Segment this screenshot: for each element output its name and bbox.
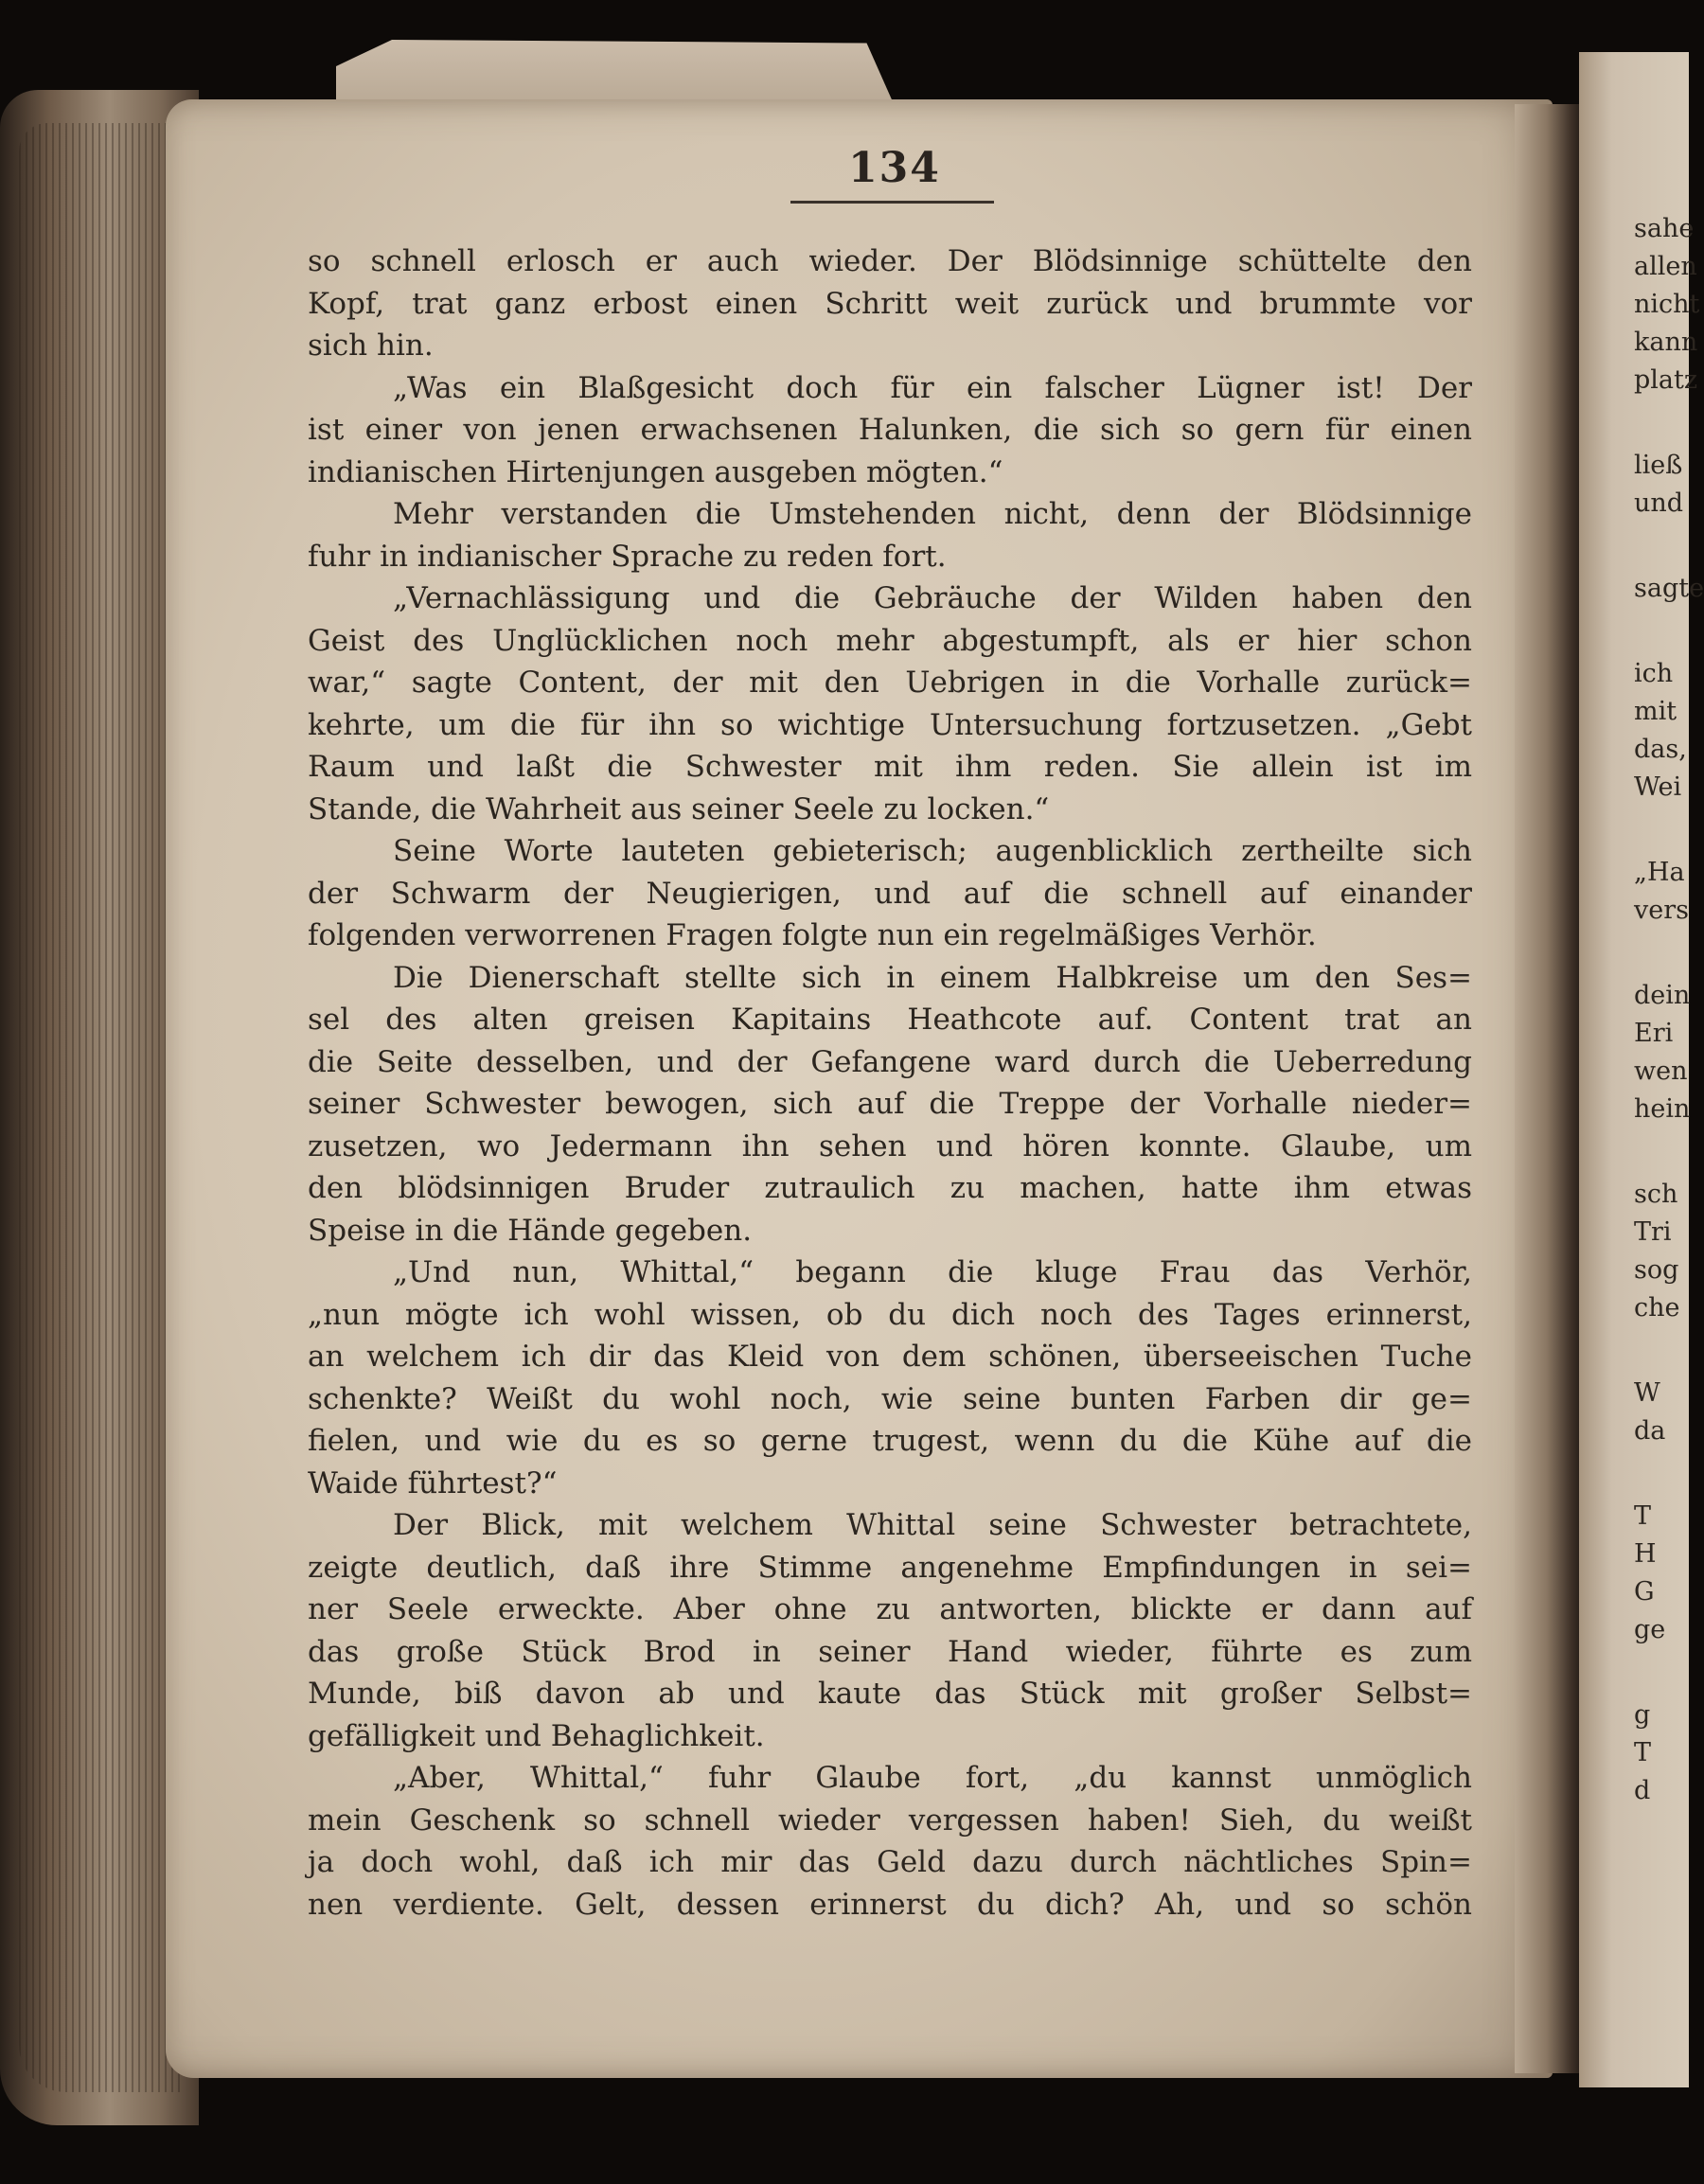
text-line: folgenden verworrenen Fragen folgte nun ein regelmäßiges Verhör. [308, 918, 1317, 952]
right-page-fragment: g [1634, 1700, 1651, 1730]
right-page-fragment: G [1634, 1577, 1655, 1607]
text-line: der Schwarm der Neugierigen, und auf die schnell auf einander [308, 876, 1472, 911]
page-number-rule [790, 201, 994, 204]
right-page-fragment: ich [1634, 659, 1674, 688]
text-line: Kopf, trat ganz erbost einen Schritt weit zurück und brummte vor [308, 286, 1472, 321]
right-page-fragment: und [1634, 488, 1684, 518]
text-line: sich hin. [308, 328, 434, 363]
text-line: zusetzen, wo Jedermann ihn sehen und hören konnte. Glaube, um [308, 1128, 1472, 1163]
right-page-fragment: kann [1634, 328, 1698, 357]
right-page-fragment: che [1634, 1293, 1680, 1323]
text-line: Raum und laßt die Schwester mit ihm reden. Sie allein ist im [308, 750, 1472, 784]
page-number: 134 [848, 144, 941, 192]
text-line: nen verdiente. Gelt, dessen erinnerst du dich? Ah, und so schön [308, 1887, 1472, 1922]
right-page-fragment: „Ha [1634, 858, 1685, 887]
text-line: „Aber, Whittal,“ fuhr Glaube fort, „du kannst unmöglich [393, 1761, 1472, 1795]
right-page-fragment: das, [1634, 735, 1687, 764]
text-line: an welchem ich dir das Kleid von dem schönen, überseeischen Tuche [308, 1340, 1472, 1374]
text-line: Speise in die Hände gegeben. [308, 1213, 753, 1248]
text-line: Waide führtest?“ [308, 1465, 558, 1500]
text-line: Seine Worte lauteten gebieterisch; augenblicklich zertheilte sich [393, 834, 1472, 868]
text-line: ner Seele erweckte. Aber ohne zu antworten, blickte er dann auf [308, 1592, 1472, 1626]
text-line: seiner Schwester bewogen, sich auf die Treppe der Vorhalle nieder= [308, 1087, 1472, 1121]
text-line: zeigte deutlich, daß ihre Stimme angenehme Empfindungen in sei= [308, 1550, 1472, 1585]
right-page-fragment: hein [1634, 1094, 1691, 1124]
text-line: „nun mögte ich wohl wissen, ob du dich noch des Tages erinnerst, [308, 1297, 1472, 1332]
right-page-text-fragments [1634, 214, 1704, 1823]
right-page-fragment: Eri [1634, 1019, 1674, 1048]
book-gutter [1515, 104, 1586, 2073]
right-page-fragment: platz [1634, 365, 1698, 395]
text-line: ist einer von jenen erwachsenen Halunken, die sich so gern für einen [308, 413, 1472, 447]
text-line: sel des alten greisen Kapitains Heathcote auf. Content trat an [308, 1003, 1472, 1037]
text-line: „Was ein Blaßgesicht doch für ein falscher Lügner ist! Der [393, 370, 1472, 405]
right-page-fragment: ge [1634, 1615, 1666, 1644]
text-line: „Vernachlässigung und die Gebräuche der Wilden haben den [393, 581, 1472, 615]
right-page-fragment: Tri [1634, 1217, 1672, 1247]
text-line: fuhr in indianischer Sprache zu reden fort. [308, 539, 947, 574]
right-page-fragment: sch [1634, 1180, 1678, 1209]
text-line: fielen, und wie du es so gerne trugest, wenn du die Kühe auf die [308, 1424, 1472, 1458]
text-line: Der Blick, mit welchem Whittal seine Schwester betrachtete, [393, 1508, 1472, 1542]
text-line: mein Geschenk so schnell wieder vergessen haben! Sieh, du weißt [308, 1802, 1472, 1838]
right-page-fragment: ließ [1634, 451, 1683, 480]
text-line: das große Stück Brod in seiner Hand wieder, führte es zum [308, 1634, 1472, 1669]
right-page-fragment: sagte [1634, 574, 1704, 603]
text-line: Mehr verstanden die Umstehenden nicht, denn der Blödsinnige [393, 497, 1472, 531]
right-page-fragment: wen [1634, 1056, 1688, 1086]
right-page-fragment: H [1634, 1539, 1657, 1569]
page-edge-texture [19, 123, 180, 2092]
right-page-fragment: T [1634, 1501, 1652, 1531]
right-page-fragment: T [1634, 1738, 1652, 1767]
main-text-block [308, 240, 1472, 1926]
right-page-fragment: sog [1634, 1255, 1679, 1285]
text-line: gefälligkeit und Behaglichkeit. [308, 1718, 765, 1753]
right-page-fragment: W [1634, 1378, 1660, 1408]
text-line: Die Dienerschaft stellte sich in einem Halbkreise um den Ses= [393, 960, 1472, 995]
text-line: Stande, die Wahrheit aus seiner Seele zu locken.“ [308, 791, 1050, 826]
right-page-fragment: dein [1634, 981, 1691, 1010]
text-line: indianischen Hirtenjungen ausgeben mögten.“ [308, 454, 1003, 489]
right-page-fragment: da [1634, 1416, 1666, 1446]
text-line: kehrte, um die für ihn so wichtige Untersuchung fortzusetzen. „Gebt [308, 707, 1472, 742]
text-line: Munde, biß davon ab und kaute das Stück mit großer Selbst= [308, 1677, 1472, 1711]
text-line: so schnell erlosch er auch wieder. Der Blödsinnige schüttelte den [308, 244, 1472, 278]
text-line: schenkte? Weißt du wohl noch, wie seine bunten Farben dir ge= [308, 1381, 1472, 1416]
right-page-fragment: sahe [1634, 214, 1695, 243]
right-page-fragment: Wei [1634, 772, 1682, 802]
text-line: „Und nun, Whittal,“ begann die kluge Frau das Verhör, [393, 1255, 1472, 1289]
right-page-fragment: allen [1634, 252, 1697, 281]
text-line: den blödsinnigen Bruder zutraulich zu machen, hatte ihm etwas [308, 1171, 1472, 1205]
text-line: Geist des Unglücklichen noch mehr abgestumpft, als er hier schon [308, 623, 1472, 658]
right-page-fragment: d [1634, 1776, 1651, 1805]
right-page-fragment: vers [1634, 896, 1689, 925]
right-page-fragment: mit [1634, 697, 1677, 726]
text-line: ja doch wohl, daß ich mir das Geld dazu durch nächtliches Spin= [308, 1845, 1472, 1879]
right-page-fragment: nicht [1634, 290, 1700, 319]
text-line: war,“ sagte Content, der mit den Uebrigen in die Vorhalle zurück= [308, 666, 1472, 700]
page-tab-top [336, 40, 895, 106]
text-line: die Seite desselben, und der Gefangene ward durch die Ueberredung [308, 1044, 1472, 1079]
